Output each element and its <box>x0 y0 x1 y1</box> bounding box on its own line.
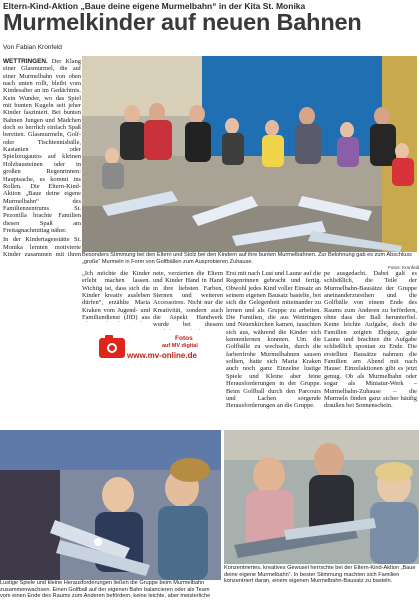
article-col4: Erst mit nach Lust und Laune auf die Regenrinnen gebracht und fertig. Obwohl jedes Kind voller Einsatz an seinem eigenen Bausatz bastelte, bot sich die Gelegenheit miteinander zu lernen und als Gruppe zu arbeiten. Die Familien, die aus Wettringen und Neuenkirchen kamen, tauschten sich aus, während die Kinder sich kennenlernen konnten. Um die Golfbälle zu wechseln, durch die farbenfrohe Murmelbahnen sausen sollten, hatte sich Maria Kraken auch noch ganz Einzelne lustige Spiele und Kleine aber feine Herausforderungen in der Gruppe. Beim Golfball durch den Parcours und Lachen sorgende Herausforderungen an die Gruppe. <box>226 270 321 410</box>
ad-label-fotos: Fotos <box>175 335 193 342</box>
article-intro <box>3 58 81 257</box>
camera-icon <box>99 338 125 358</box>
top-photo-caption: Besonders Stimmung bei den Eltern und Stolz bei den Kindern auf ihre bunten Murmelbahnen. Zur Belohnung gab es zum Abschluss „große“ Murmeln in Form von Golfbällen zum Ausprobieren Zuhause. <box>82 252 412 265</box>
ad-label-digital: auf MV digital <box>162 343 198 349</box>
article-kicker: Eltern-Kind-Aktion „Baue deine eigene Murmelbahn“ in der Kita St. Monika <box>3 1 306 11</box>
article-headline: Murmelkinder auf neuen Bahnen <box>3 9 362 35</box>
bottom-right-caption: Konzentriertes, kreatives Gewusel herrschte bei der Eltern-Kind-Aktion „Baue deine eigene Murmelbahn“. In bester Stimmung machten sich Familien konzentriert daran, einem eigenen Murmelbahn-Bausatz zu basteln. <box>224 565 416 585</box>
mv-online-photo-ad[interactable] <box>97 334 223 362</box>
photo-painting-runs <box>224 430 419 564</box>
photo-group-families <box>82 56 417 252</box>
top-photo-credit: Fotos: Kronfeld <box>388 265 419 270</box>
photo-golfball-game <box>0 430 221 580</box>
intro-location: WETTRINGEN. <box>3 58 48 65</box>
article-byline: Von Fabian Kronfeld <box>3 44 62 51</box>
col1-rest: In der Kindertagesstätte St. Monika lernten motivierte Kinder zusammen mit ihren <box>3 236 81 257</box>
article-col5: pe ausgedacht. Dabei galt es schließlich, die Teile der Murmelbahn-Bausätze der Gruppe aneinanderzureihen und die Golfbälle von einem Ende des Raums zum Anderen zu befördern, ohne dass der Ball herunterfiel. Keine leichte Aufgabe, doch die Familien zeigten Ehrgeiz, gute Laune und brachten die Aufgabe schließlich spontan zu Ende. Die erstellten Bausätze nahmen die Familien am Abend mit nach Hause: Einzelaktionen gibt es jetzt genug. Ob als Murmelbahn oder sogar als Miniatur-Werk – Murmelbahn-Zuhause – die Murmeln finden ganz sicher häufig draußen bei Sonnenschein. <box>324 270 417 410</box>
bottom-left-caption: Lustige Spiele und kleine Herausforderungen ließen die Gruppe beim Murmelbahn zusammenwachsen. Einen Golfball auf der eigenen Bahn balancieren oder als Team vom einen Ende des Raums zum Anderen befördern, keine leichte, aber meisterliche <box>0 580 211 600</box>
article-col3: nete, verzierten die Eltern und Kinder Hand in Hand in ihre liebsten Farben, Sternen und weiteren Accessoires. Nicht nur die Kreativität, sondern auch die Aspekt Handwerk wurde bei diesem <box>153 270 223 329</box>
intro-body: Der Klang einer Glasmurmel, die auf einer Murmelbahn von oben nach unten rollt, bleibt vom Kindesalter an im Gedächtnis. Kein Wunder, wo das Spiel mit bunten Kugeln seit jeher Kinder fasziniert. Bei bunten Bahnen Jungen und Mädchen doch so herrlich einfach Spaß bereiten. Glasmurmeln, Golf- oder Tischtennisbälle, Kastanien oder Spielzeugautos auf kleinen Holzbausteinen oder in großen Regenrinnen: Hauptsache, es kommt ins Rollen. Die Eltern-Kind-Aktion „Baue deine eigene Murmelbahn“ des Familienzentrums St. Pezonilla brachte Familien diesen Spaß am Freitagnachmittag näher. <box>3 58 81 234</box>
article-col2-cont <box>82 365 150 425</box>
ad-url[interactable]: www.mv-online.de <box>127 351 197 360</box>
article-col2: „Ich möchte die Kinder erlebt machen lassen. Wichtig ist, dass sich die Kinder kreativ ausleben dürfen“, erzählte Maria Kraken vom Jugend- und Familiendienst (JfD) aus <box>82 270 150 322</box>
